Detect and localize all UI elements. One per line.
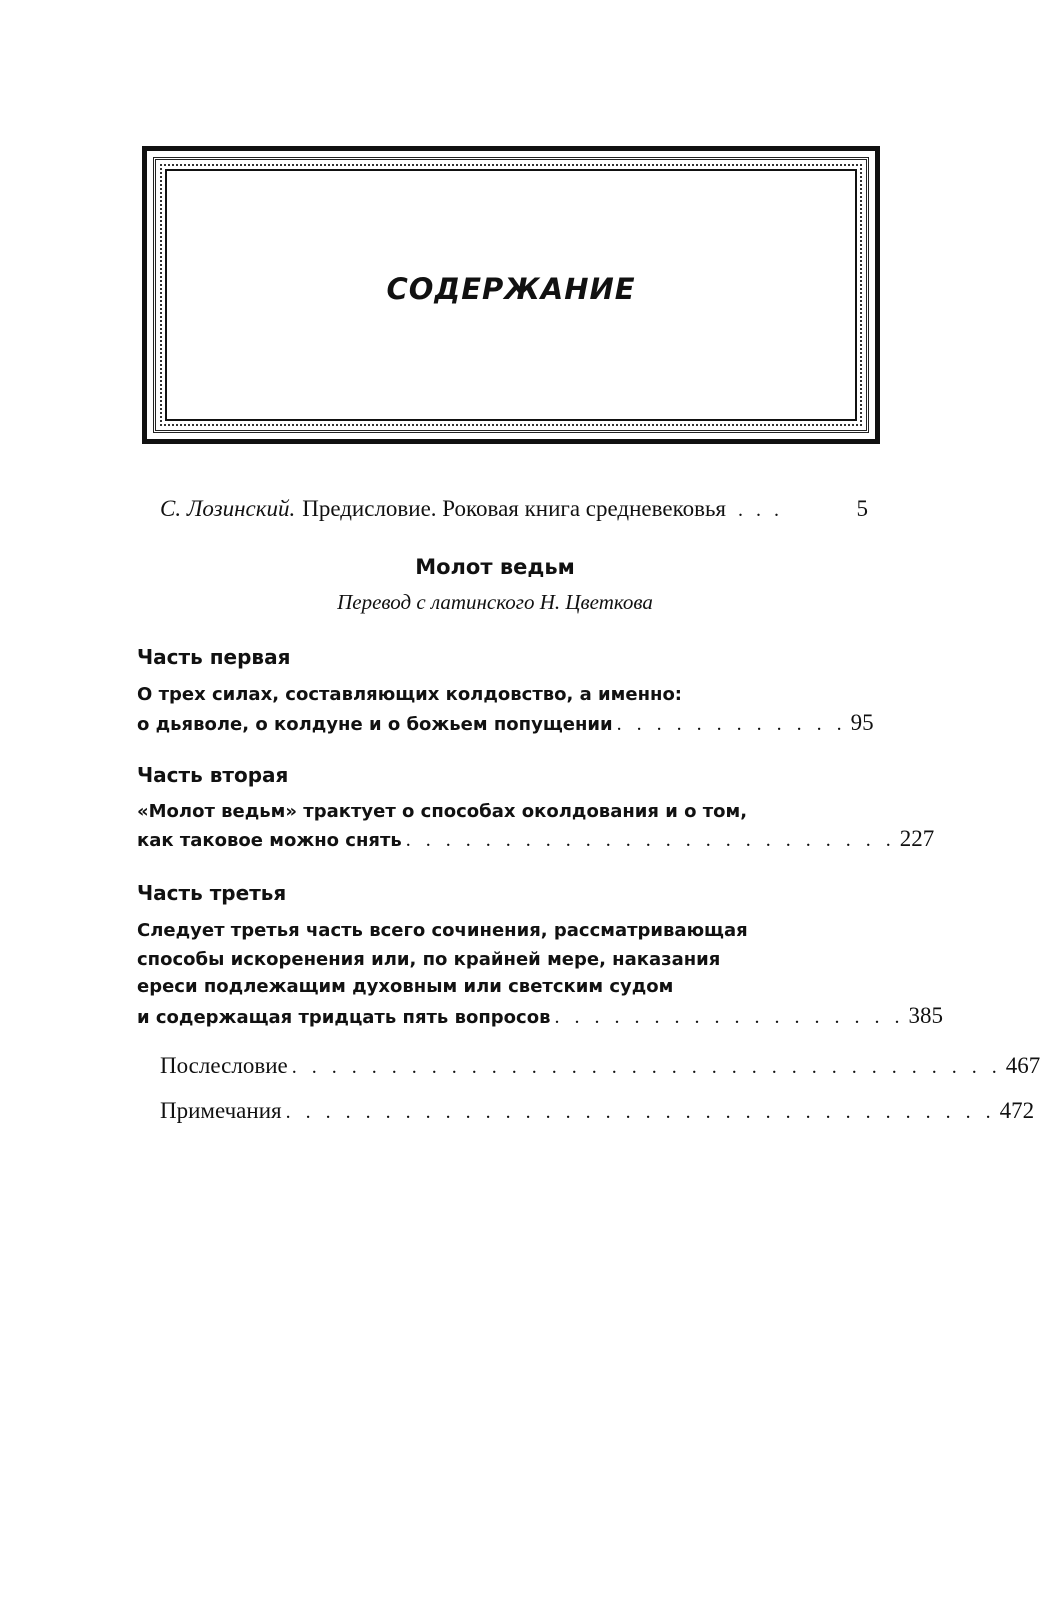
- part-three-line-2: способы искоренения или, по крайней мере, наказания: [137, 949, 721, 970]
- work-title: Молот ведьм: [415, 555, 575, 579]
- page-title: СОДЕРЖАНИЕ: [386, 272, 636, 306]
- preface-dots: . . .: [738, 499, 784, 521]
- afterword-title: Послесловие: [160, 1053, 288, 1078]
- part-one-line-1: О трех силах, составляющих колдовство, а именно:: [137, 684, 683, 705]
- part-one-dots: . . . . . . . . . . . .: [616, 713, 847, 735]
- toc-entry-preface[interactable]: [160, 496, 868, 522]
- part-three-last-line: и содержащая тридцать пять вопросов: [137, 1007, 551, 1028]
- afterword-dots: . . . . . . . . . . . . . . . . . . . . . . . . . . . . . . . . . . . .: [291, 1056, 1002, 1078]
- notes-title: Примечания: [160, 1098, 282, 1123]
- part-one-last-line: о дьяволе, о колдуне и о божьем попущении: [137, 714, 613, 735]
- part-two-last-line: как таковое можно снять: [137, 830, 402, 851]
- part-two-heading: Часть вторая: [137, 763, 289, 787]
- toc-entry-part-three[interactable]: [137, 1003, 943, 1029]
- work-translation: Перевод с латинского Н. Цветкова: [337, 590, 653, 614]
- toc-entry-part-two[interactable]: [137, 826, 935, 852]
- preface-author: С. Лозинский.: [160, 496, 296, 521]
- preface-title: Предисловие. Роковая книга средневековья: [302, 496, 727, 521]
- toc-entry-notes[interactable]: [160, 1098, 1035, 1124]
- notes-page-number: 472: [999, 1098, 1035, 1123]
- preface-page-number: 5: [856, 496, 868, 521]
- afterword-page-number: 467: [1005, 1053, 1040, 1078]
- toc-entry-part-one[interactable]: [137, 710, 874, 736]
- part-three-dots: . . . . . . . . . . . . . . . . . .: [554, 1006, 905, 1028]
- part-three-line-3: ереси подлежащим духовным или светским судом: [137, 976, 674, 997]
- part-one-heading: Часть первая: [137, 645, 291, 669]
- notes-dots: . . . . . . . . . . . . . . . . . . . . . . . . . . . . . . . . . . . .: [285, 1101, 996, 1123]
- toc-entry-afterword[interactable]: [160, 1053, 1040, 1079]
- part-two-line-1: «Молот ведьм» трактует о способах околдования и о том,: [137, 801, 748, 822]
- frame-border-inner: [165, 169, 857, 421]
- part-two-dots: . . . . . . . . . . . . . . . . . . . . . . . . .: [405, 829, 896, 851]
- part-three-line-1: Следует третья часть всего сочинения, рассматривающая: [137, 920, 748, 941]
- title-frame: [142, 146, 880, 444]
- part-one-page-number: 95: [850, 710, 874, 735]
- part-three-page-number: 385: [908, 1003, 943, 1028]
- part-two-page-number: 227: [899, 826, 935, 851]
- part-three-heading: Часть третья: [137, 881, 287, 905]
